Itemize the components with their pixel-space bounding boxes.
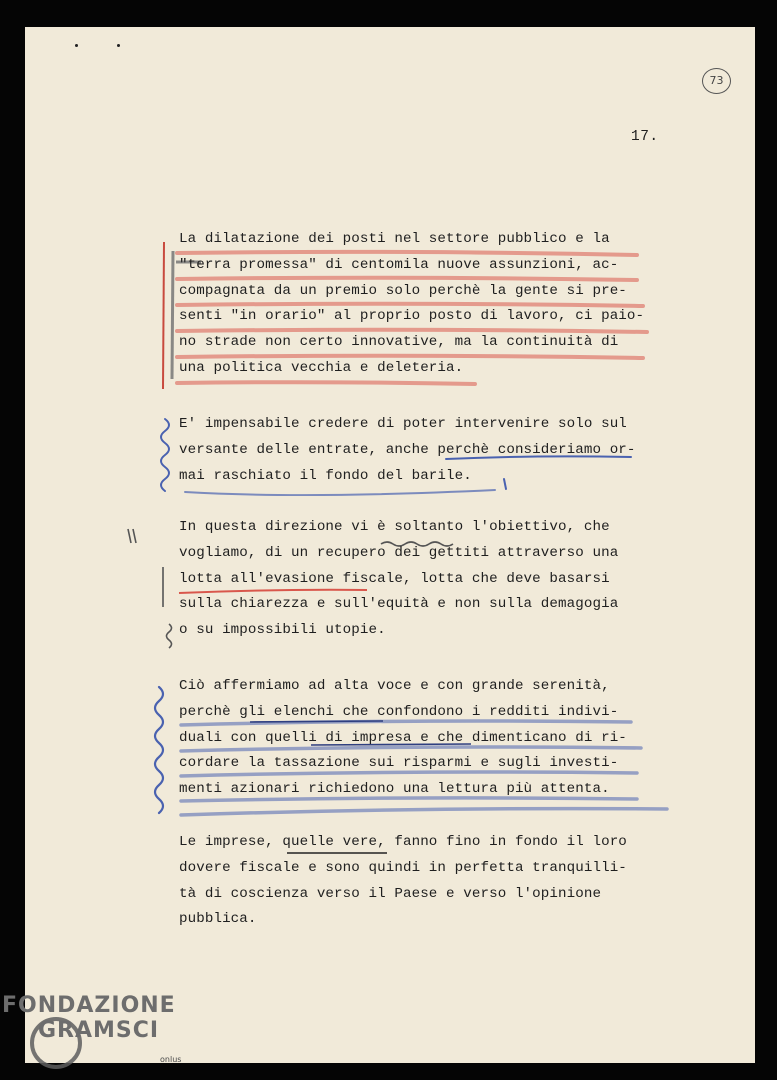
watermark-logo [2,993,176,1043]
grey-mark [128,529,136,543]
grey-margin-line [172,251,173,379]
text-line: sulla chiarezza e sull'equità e non sulla demagogia [179,596,619,613]
text-line: La dilatazione dei posti nel settore pubblico e la [179,231,610,247]
text-line: o su impossibili utopie. [179,622,386,639]
grey-squiggle [167,624,172,648]
blue-highlight [181,809,667,815]
text-line: perchè gli elenchi che confondono i redditi indivi- [179,703,619,720]
punch-mark [75,44,78,47]
paragraph-4 [179,674,627,803]
red-margin-line [163,242,164,389]
blue-squiggle [155,687,163,813]
watermark-sub: onlus [160,1055,182,1064]
text-line: no strade non certo innovative, ma la continuità di [179,334,619,351]
text-line: una politica vecchia e deleteria. [179,359,464,376]
text-line: lotta all'evasione fiscale, lotta che deve basarsi [179,570,610,587]
text-line: menti azionari richiedono una lettura più attenta. [179,781,610,798]
text-line: In questa direzione vi è soltanto l'obiettivo, che [179,519,610,535]
text-line: duali con quelli di impresa e che dimenticano di ri- [179,729,627,746]
paragraph-1 [179,227,644,382]
text-line: dovere fiscale e sono quindi in perfetta tranquilli- [179,859,627,876]
text-line: compagnata da un premio solo perchè la gente si pre- [179,282,627,299]
text-line: pubblica. [179,911,257,928]
text-line: versante delle entrate, anche perchè consideriamo or- [179,441,636,458]
text-line: cordare la tassazione sui risparmi e sugli investi- [179,755,619,772]
red-highlight [177,382,475,384]
text-line: "terra promessa" di centomila nuove assunzioni, ac- [179,256,619,273]
paragraph-3 [179,515,618,644]
text-line: tà di coscienza verso il Paese e verso l'opinione [179,885,602,902]
watermark-line1: FONDAZIONE [2,993,176,1018]
paragraph-5 [179,830,627,933]
text-line: E' impensabile credere di poter intervenire solo sul [179,416,627,432]
punch-mark [117,44,120,47]
blue-squiggle [161,419,169,491]
text-line: Ciò affermiamo ad alta voce e con grande serenità, [179,678,610,694]
document-page [25,27,755,1063]
page-number: 17. [631,129,659,145]
text-line: Le imprese, quelle vere, fanno fino in fondo il loro [179,834,627,850]
text-line: senti "in orario" al proprio posto di lavoro, ci paio- [179,308,645,325]
paragraph-2 [179,412,636,489]
text-line: vogliamo, di un recupero dei gettiti attraverso una [179,544,619,561]
text-line: mai raschiato il fondo del barile. [179,467,472,484]
archive-number: 73 [702,68,731,94]
watermark-line2: GRAMSCI [38,1018,160,1043]
blue-underline [185,490,495,495]
